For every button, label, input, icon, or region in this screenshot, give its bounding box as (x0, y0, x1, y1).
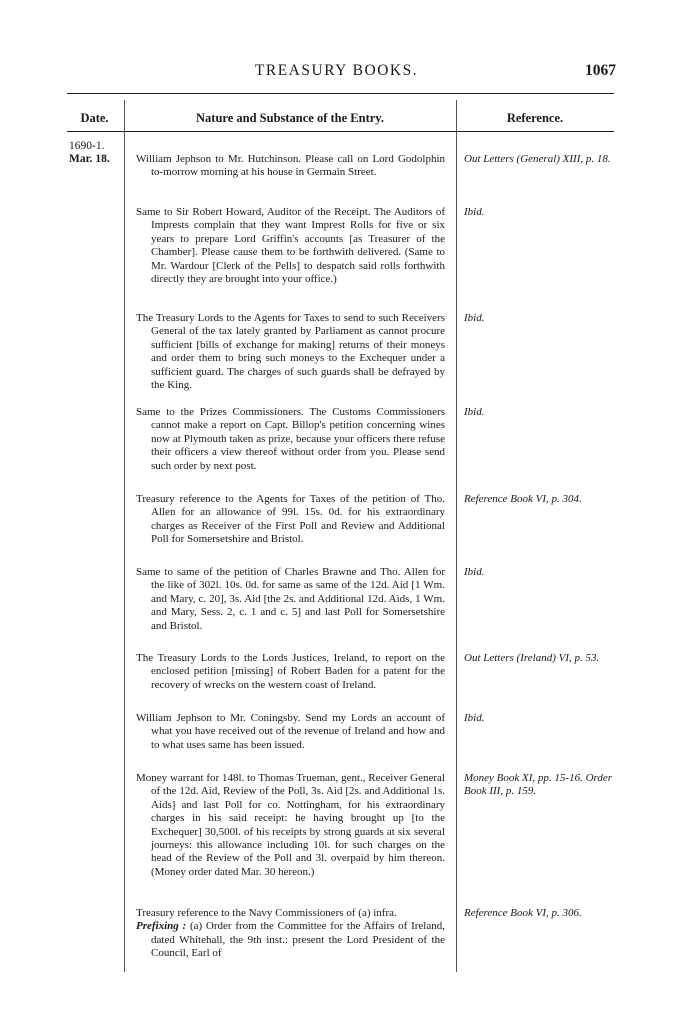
prefixing-label: Prefixing : (136, 920, 187, 933)
entry-1-reference: Out Letters (General) XIII, p. 18. (464, 153, 611, 165)
entry-3-reference: Ibid. (464, 312, 485, 324)
entry-5-reference: Reference Book VI, p. 304. (464, 493, 582, 505)
column-divider-right (456, 100, 457, 972)
entry-7-reference: Out Letters (Ireland) VI, p. 53. (464, 652, 600, 664)
header-rule-top (67, 93, 614, 94)
entry-4 (136, 406, 445, 473)
entry-text: Same to same of the petition of Charles Brawne and Tho. Allen for the like of 302l. 10s. 0d. for same as same of the 12d. Aid [1 Wm. and Mary, c. 20], 3s. Aid [the 2s. and Additional 12d. Aids, 1 Wm. and Mary, Sess. 2, c. 1 and c. 5] and last Poll for Somersetshire and Bristol. (136, 566, 445, 632)
entry-6-reference: Ibid. (464, 566, 485, 578)
column-divider-left (124, 100, 125, 972)
entry-text: William Jephson to Mr. Coningsby. Send my Lords an account of what you have received out of the revenue of Ireland and how and to what uses same has been issued. (136, 712, 445, 751)
entry-text: Treasury reference to the Agents for Taxes of the petition of Tho. Allen for an allowance of 99l. 15s. 0d. for his extraordinary charges as Receiver of the First Poll and Review and Additional Poll for Somersetshire and Bristol. (136, 493, 445, 546)
column-header-date: Date. (80, 111, 109, 125)
entry-10-reference: Reference Book VI, p. 306. (464, 907, 582, 919)
column-header-nature: Nature and Substance of the Entry. (196, 111, 384, 125)
entry-5 (136, 493, 445, 547)
entry-text: The Treasury Lords to the Lords Justices, Ireland, to report on the enclosed petition [missing] of Robert Baden for a patent for the recovery of wrecks on the western coast of Ireland. (136, 652, 445, 691)
date-day: Mar. 18. (69, 153, 110, 165)
entry-9 (136, 772, 445, 879)
entry-text: Money warrant for 148l. to Thomas Trueman, gent., Receiver General of the 12d. Aid, Review of the Poll, 3s. Aid [2s. and Additional 1s. Aids] and last Poll for co. Nottingham, for his extraordinary charges in his said receipt: he having brought up [to the Exchequer] 30,500l. of his receipts by strong guards at six several journeys: this allowance including 10l. for such charges on the head of the Review of the Poll and 3l. overpaid by him thereon. (Money order dated Mar. 30 hereon.) (136, 772, 445, 878)
entry-10 (136, 907, 445, 961)
entry-6 (136, 566, 445, 633)
entry-text: The Treasury Lords to the Agents for Taxes to send to such Receivers General of the tax lately granted by Parliament as cannot procure sufficient [bills of exchange for making] returns of their moneys and order them to bring such moneys to the Exchequer under a sufficient guard. The charges of such guards shall be defrayed by the King. (136, 312, 445, 392)
running-title: TREASURY BOOKS. (254, 62, 419, 79)
entry-1 (136, 153, 445, 180)
entry-7 (136, 652, 445, 692)
entry-9-reference: Money Book XI, pp. 15-16. Order Book III, p. 159. (464, 772, 613, 798)
entry-8 (136, 712, 445, 752)
column-header-reference: Reference. (506, 111, 564, 125)
prefixing-text: (a) Order from the Committee for the Affairs of Ireland, dated Whitehall, the 9th inst.: present the Lord President of the Council, Earl of (151, 920, 445, 960)
entry-8-reference: Ibid. (464, 712, 485, 724)
date-year: 1690-1. (69, 140, 105, 152)
entry-text: Same to the Prizes Commissioners. The Customs Commissioners cannot make a report on Capt. Billop's petition concerning wines now at Plymouth taken as prize, because your officers there refuse their officers a view thereof without order from you. Please send such order by next post. (136, 406, 445, 472)
entry-3 (136, 312, 445, 392)
entry-text: Same to Sir Robert Howard, Auditor of the Receipt. The Auditors of Imprests complain that they want Imprest Rolls for five or six years to prepare Lord Griffin's accounts [as Treasurer of the Chamber]. Please cause them to be forthwith delivered. (Same to Mr. Wardour [Clerk of the Pells] to despatch said rolls forthwith directly they are brought into your office.) (136, 206, 445, 286)
entry-text: William Jephson to Mr. Hutchinson. Please call on Lord Godolphin to-morrow morning at his house in Germain Street. (136, 153, 445, 179)
header-rule-bottom (67, 131, 614, 132)
entry-4-reference: Ibid. (464, 406, 485, 418)
page-number: 1067 (585, 62, 616, 79)
entry-2-reference: Ibid. (464, 206, 485, 218)
entry-2 (136, 206, 445, 286)
entry-text: Treasury reference to the Navy Commissioners of (a) infra. (136, 907, 397, 919)
